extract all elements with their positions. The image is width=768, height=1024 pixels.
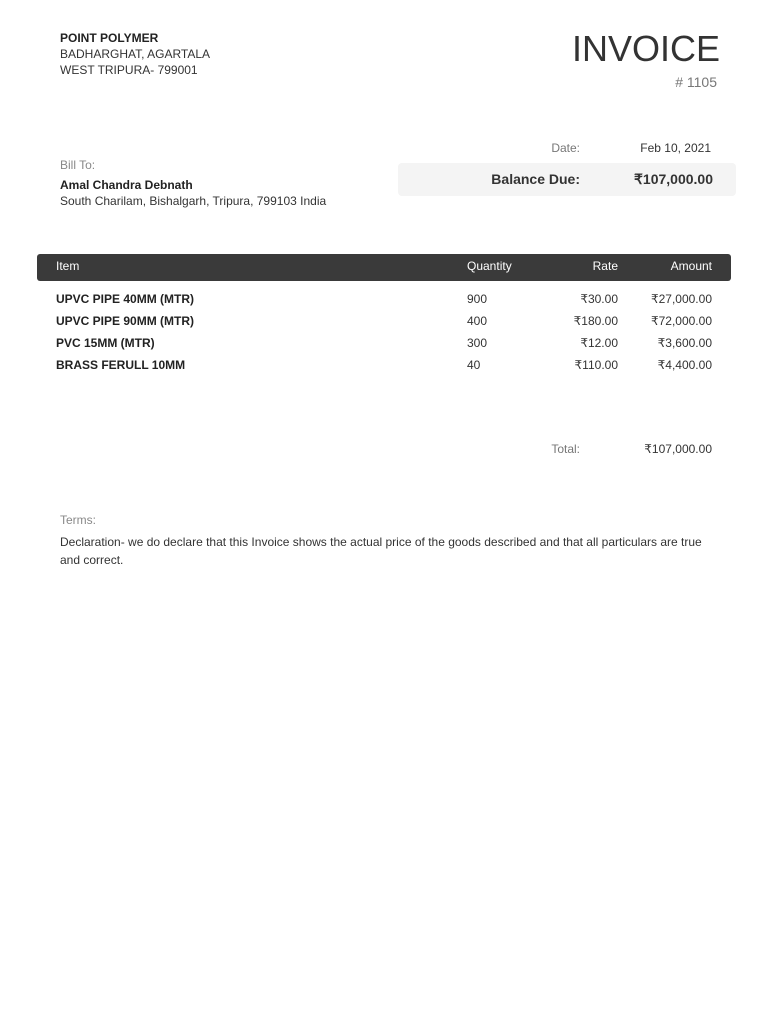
table-row xyxy=(0,358,768,378)
bill-to-address: South Charilam, Bishalgarh, Tripura, 799103 India xyxy=(60,194,327,208)
row-item: PVC 15MM (MTR) xyxy=(56,336,155,350)
balance-due-label: Balance Due: xyxy=(491,171,580,187)
row-rate: ₹110.00 xyxy=(574,358,618,372)
header-item: Item xyxy=(56,259,80,273)
row-amount: ₹3,600.00 xyxy=(657,336,712,350)
row-amount: ₹27,000.00 xyxy=(650,292,712,306)
total-value: ₹107,000.00 xyxy=(644,442,712,456)
invoice-title: INVOICE xyxy=(571,28,720,69)
row-quantity: 300 xyxy=(467,336,488,350)
row-amount: ₹4,400.00 xyxy=(657,358,712,372)
date-value: Feb 10, 2021 xyxy=(640,141,711,155)
invoice-number: # 1105 xyxy=(675,74,717,90)
company-address-line2: WEST TRIPURA- 799001 xyxy=(60,63,198,77)
row-amount: ₹72,000.00 xyxy=(650,314,712,328)
table-row xyxy=(0,336,768,356)
table-row xyxy=(0,292,768,312)
header-quantity: Quantity xyxy=(467,259,512,273)
bill-to-label: Bill To: xyxy=(60,158,96,172)
row-quantity: 400 xyxy=(467,314,488,328)
balance-due-value: ₹107,000.00 xyxy=(634,171,713,187)
row-rate: ₹180.00 xyxy=(573,314,618,328)
header-amount: Amount xyxy=(670,259,712,273)
items-table-header xyxy=(37,254,731,281)
row-item: UPVC PIPE 40MM (MTR) xyxy=(56,292,195,306)
total-label: Total: xyxy=(551,442,580,456)
row-quantity: 40 xyxy=(467,358,481,372)
table-row xyxy=(0,314,768,334)
company-address-line1: BADHARGHAT, AGARTALA xyxy=(60,47,211,61)
row-item: UPVC PIPE 90MM (MTR) xyxy=(56,314,195,328)
bill-to-name: Amal Chandra Debnath xyxy=(60,178,193,192)
terms-label: Terms: xyxy=(60,513,96,527)
row-rate: ₹12.00 xyxy=(580,336,618,350)
row-item: BRASS FERULL 10MM xyxy=(56,358,186,372)
row-rate: ₹30.00 xyxy=(580,292,618,306)
header-rate: Rate xyxy=(592,259,618,273)
company-name: POINT POLYMER xyxy=(60,31,159,45)
row-quantity: 900 xyxy=(467,292,488,306)
terms-text: Declaration- we do declare that this Invoice shows the actual price of the goods described and that all particulars are true and correct. xyxy=(60,535,702,567)
date-label: Date: xyxy=(551,141,580,155)
